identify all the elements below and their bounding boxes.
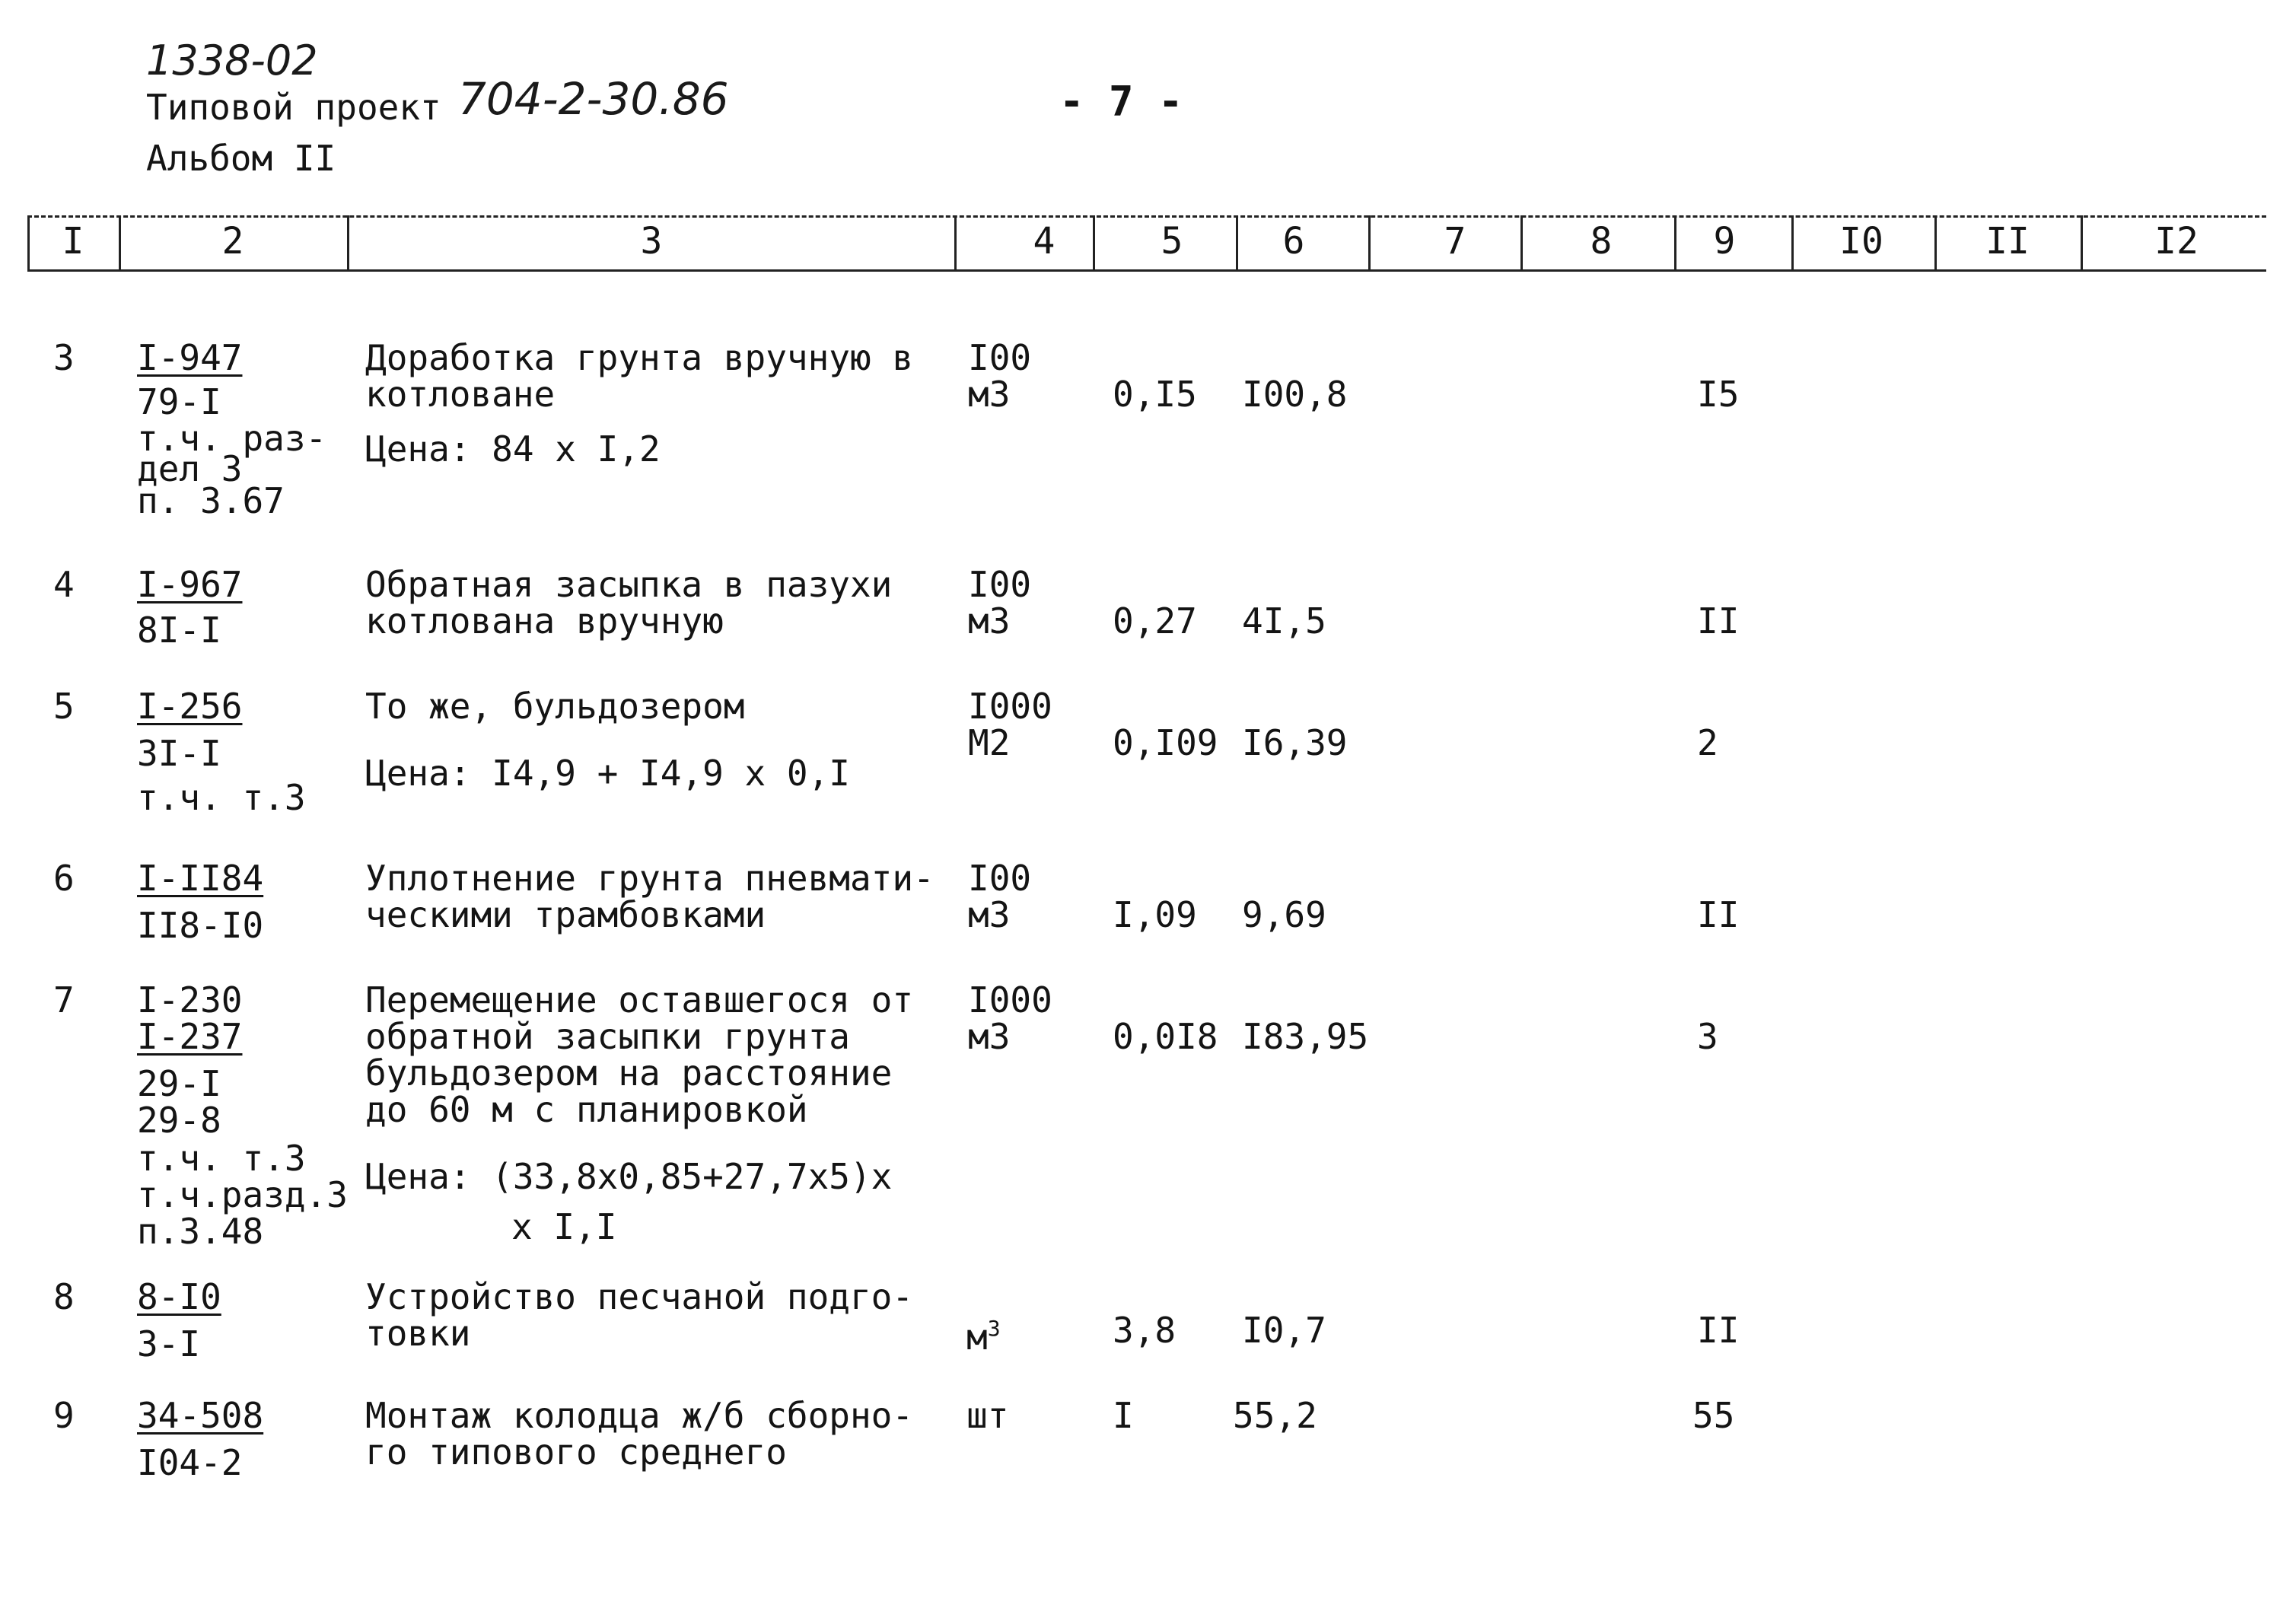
unit-of-measure bbox=[968, 688, 1052, 761]
column-separator bbox=[1674, 215, 1676, 272]
unit-superscript: 3 bbox=[987, 1316, 1001, 1341]
unit-of-measure bbox=[968, 979, 1052, 1057]
row-number: 8 bbox=[53, 1276, 75, 1317]
rate-code-line: п.3.48 bbox=[137, 1211, 264, 1252]
work-description bbox=[365, 564, 893, 642]
quantity-value: 0,27 bbox=[1113, 600, 1197, 642]
column-9-value: II bbox=[1697, 1310, 1740, 1351]
rate-code-line: II8-I0 bbox=[137, 905, 264, 946]
header-top-rule bbox=[27, 215, 2266, 218]
handwritten-document-code: 1338-02 bbox=[146, 37, 318, 84]
description-line: котлована вручную bbox=[365, 600, 724, 642]
unit-line: м3 bbox=[968, 600, 1011, 642]
description-line: Уплотнение грунта пневмати- bbox=[365, 858, 935, 899]
column-separator bbox=[954, 215, 957, 272]
description-line: Монтаж колодца ж/б сборно- bbox=[365, 1395, 914, 1436]
album-label: Альбом II bbox=[146, 138, 336, 179]
column-9-value: 2 bbox=[1697, 722, 1718, 763]
description-line: котловане bbox=[365, 374, 556, 415]
column-separator bbox=[1934, 215, 1937, 272]
rate-code-line: I-230 bbox=[137, 979, 243, 1021]
rate-code-line: п. 3.67 bbox=[137, 480, 285, 521]
column-header-9: 9 bbox=[1713, 220, 1736, 263]
quantity-value: I,09 bbox=[1113, 894, 1197, 935]
rate-code-line: дел 3 bbox=[137, 448, 243, 489]
column-separator bbox=[1520, 215, 1523, 272]
rate-code-line: 29-I bbox=[137, 1063, 221, 1104]
column-header-2: 2 bbox=[221, 220, 244, 263]
cost-value: 4I,5 bbox=[1242, 600, 1326, 642]
rate-code-line: 3-I bbox=[137, 1323, 201, 1364]
row-number: 3 bbox=[53, 337, 75, 378]
column-header-3: 3 bbox=[640, 220, 663, 263]
row-number: 4 bbox=[53, 564, 75, 605]
column-header-5: 5 bbox=[1161, 220, 1183, 263]
cost-value: I00,8 bbox=[1242, 374, 1348, 415]
cost-value: 55,2 bbox=[1233, 1395, 1317, 1436]
column-9-value: I5 bbox=[1697, 374, 1740, 415]
work-description bbox=[365, 1395, 914, 1473]
quantity-value: 0,0I8 bbox=[1113, 1016, 1218, 1057]
column-9-value: II bbox=[1697, 600, 1740, 642]
row-number: 9 bbox=[53, 1395, 75, 1436]
unit-line: м3 bbox=[968, 374, 1011, 415]
description-line: ческими трамбовками bbox=[365, 894, 766, 935]
work-description bbox=[365, 860, 935, 933]
work-description bbox=[365, 1276, 914, 1354]
quantity-value: 3,8 bbox=[1113, 1310, 1177, 1351]
unit-line: I00 bbox=[968, 858, 1032, 899]
quantity-value: 0,I09 bbox=[1113, 722, 1218, 763]
rate-code-primary: I-967 bbox=[137, 564, 243, 605]
rate-code bbox=[137, 1276, 221, 1364]
work-description bbox=[365, 337, 914, 470]
description-line: до 60 м с планировкой bbox=[365, 1089, 808, 1130]
unit-line: м3 bbox=[968, 1016, 1011, 1057]
row-number: 6 bbox=[53, 858, 75, 899]
column-9-value: 55 bbox=[1692, 1395, 1735, 1436]
column-separator bbox=[347, 215, 349, 272]
work-description bbox=[365, 686, 850, 794]
description-line: бульдозером на расстояние bbox=[365, 1052, 893, 1094]
unit-of-measure bbox=[968, 337, 1032, 415]
column-separator bbox=[1791, 215, 1794, 272]
description-line: Обратная засыпка в пазухи bbox=[365, 564, 893, 605]
unit-line: I00 bbox=[968, 564, 1032, 605]
rate-code-line: т.ч. т.3 bbox=[137, 777, 306, 818]
column-header-7: 7 bbox=[1444, 220, 1466, 263]
column-separator bbox=[1236, 215, 1238, 272]
unit-line: шт bbox=[966, 1395, 1009, 1436]
rate-code bbox=[137, 688, 306, 816]
price-formula: x I,I bbox=[511, 1206, 617, 1247]
unit-of-measure bbox=[968, 564, 1032, 642]
unit-base: м bbox=[966, 1317, 988, 1358]
rate-code-primary: 34-508 bbox=[137, 1395, 264, 1436]
column-header-6: 6 bbox=[1282, 220, 1305, 263]
rate-code-primary: I-II84 bbox=[137, 858, 264, 899]
price-formula: Цена: I4,9 + I4,9 x 0,I bbox=[365, 753, 850, 794]
page-number: - 7 - bbox=[1059, 78, 1183, 126]
rate-code-primary: I-947 bbox=[137, 337, 243, 378]
rate-code bbox=[137, 1397, 263, 1481]
cost-value: 9,69 bbox=[1242, 894, 1326, 935]
rate-code-line: 3I-I bbox=[137, 733, 221, 774]
rate-code-line: 79-I bbox=[137, 381, 221, 422]
cost-value: I83,95 bbox=[1242, 1016, 1369, 1057]
column-separator bbox=[2081, 215, 2083, 272]
column-header-4: 4 bbox=[1033, 220, 1056, 263]
unit-line: I000 bbox=[968, 979, 1052, 1021]
rate-code-line: т.ч.разд.3 bbox=[137, 1174, 348, 1215]
row-number: 5 bbox=[53, 686, 75, 727]
cost-value: I6,39 bbox=[1242, 722, 1348, 763]
project-number: 704-2-30.86 bbox=[458, 73, 729, 125]
unit-line: М2 bbox=[968, 722, 1011, 763]
unit-line: I000 bbox=[968, 686, 1052, 727]
unit-of-measure bbox=[968, 860, 1031, 933]
column-header-10: I0 bbox=[1839, 220, 1883, 263]
description-line: То же, бульдозером bbox=[365, 686, 745, 727]
cost-value: I0,7 bbox=[1242, 1310, 1326, 1351]
rate-code bbox=[137, 339, 326, 519]
column-header-row bbox=[27, 215, 2266, 272]
unit-line: м3 bbox=[968, 894, 1011, 935]
unit-of-measure bbox=[966, 1310, 1001, 1358]
work-description bbox=[365, 979, 914, 1247]
quantity-value: I bbox=[1113, 1395, 1134, 1436]
unit-line: I00 bbox=[968, 337, 1032, 378]
project-label: Типовой проект bbox=[146, 87, 441, 128]
rate-code bbox=[137, 860, 263, 944]
column-separator bbox=[1093, 215, 1095, 272]
description-line: Устройство песчаной подго- bbox=[365, 1276, 914, 1317]
description-line: Доработка грунта вручную в bbox=[365, 337, 914, 378]
column-header-1: I bbox=[62, 220, 84, 263]
rate-code-line: т.ч. раз- bbox=[137, 418, 327, 459]
rate-code-line: 29-8 bbox=[137, 1100, 221, 1141]
column-separator bbox=[119, 215, 121, 272]
description-line: товки bbox=[365, 1313, 471, 1354]
description-line: Перемещение оставшегося от bbox=[365, 979, 914, 1021]
column-header-12: I2 bbox=[2154, 220, 2199, 263]
rate-code-primary: I-256 bbox=[137, 686, 243, 727]
header-bottom-rule bbox=[27, 269, 2266, 272]
price-formula: Цена: 84 x I,2 bbox=[365, 428, 661, 470]
quantity-value: 0,I5 bbox=[1113, 374, 1197, 415]
unit-of-measure bbox=[966, 1397, 1008, 1434]
column-9-value: 3 bbox=[1697, 1016, 1718, 1057]
column-9-value: II bbox=[1697, 894, 1740, 935]
rate-code-primary: I-237 bbox=[137, 1016, 243, 1057]
rate-code-line: 8I-I bbox=[137, 610, 221, 651]
row-number: 7 bbox=[53, 979, 75, 1021]
rate-code bbox=[137, 979, 348, 1252]
column-header-8: 8 bbox=[1590, 220, 1613, 263]
description-line: обратной засыпки грунта bbox=[365, 1016, 850, 1057]
rate-code-line: т.ч. т.3 bbox=[137, 1138, 306, 1179]
rate-code-primary: 8-I0 bbox=[137, 1276, 221, 1317]
price-formula: Цена: (33,8x0,85+27,7x5)x bbox=[365, 1156, 893, 1197]
rate-code bbox=[137, 564, 243, 651]
rate-code-line: I04-2 bbox=[137, 1442, 243, 1483]
column-separator bbox=[1368, 215, 1371, 272]
description-line: го типового среднего bbox=[365, 1431, 787, 1473]
column-header-11: II bbox=[1985, 220, 2030, 263]
